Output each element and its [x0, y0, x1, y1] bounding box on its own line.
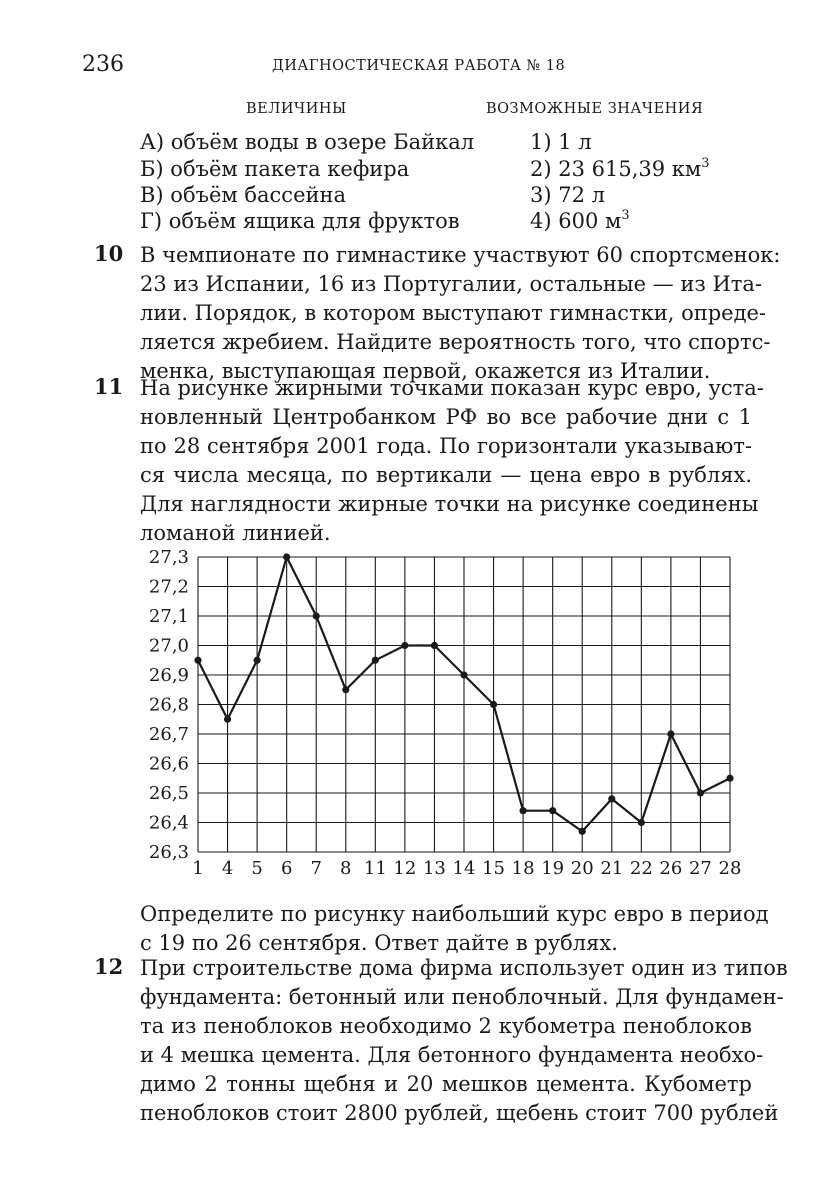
x-tick-label: 7	[310, 858, 322, 879]
task-11-question	[140, 900, 769, 958]
y-tick-label: 26,9	[148, 665, 189, 686]
data-point	[283, 553, 290, 560]
task-10-line: В чемпионате по гимнастике участвуют 60 спортсменок:	[140, 243, 781, 267]
value-2: 2) 23 615,39 $км^3$	[530, 156, 710, 181]
x-tick-label: 12	[393, 858, 417, 879]
task-11-line: ломаной линией.	[140, 521, 331, 545]
data-point	[667, 730, 674, 737]
x-tick-label: 22	[629, 858, 653, 879]
task-11-line: новленный Центробанком РФ во все рабочие дни с 1	[140, 405, 752, 429]
task-11-line: Для наглядности жирные точки на рисунке соединены	[140, 492, 759, 516]
x-tick-label: 14	[452, 858, 476, 879]
y-tick-label: 26,8	[148, 694, 189, 716]
y-tick-label: 26,4	[148, 812, 189, 834]
y-tick-label: 26,5	[148, 783, 189, 804]
task-12-line: фундамента: бетонный или пеноблочный. Для фундамен-	[140, 985, 784, 1009]
data-point	[342, 686, 349, 693]
task-12-line: и 4 мешка цемента. Для бетонного фундамента необхо-	[140, 1043, 764, 1067]
x-tick-label: 20	[570, 858, 594, 879]
task-11-question-line: Определите по рисунку наибольший курс евро в период	[140, 902, 769, 926]
task-11-line: На рисунке жирными точками показан курс евро, уста-	[140, 376, 764, 400]
data-point	[520, 807, 527, 814]
data-point	[313, 612, 320, 619]
data-point	[579, 828, 586, 835]
task-10-line: ляется жребием. Найдите вероятность того, что спортс-	[140, 330, 771, 354]
y-tick-labels	[149, 547, 189, 863]
task-number-10: 10	[94, 241, 124, 266]
y-tick-label: 27,0	[148, 635, 189, 657]
y-tick-label: 27,3	[148, 547, 189, 568]
quantity-c: В) объём бассейна	[140, 183, 347, 207]
column-header-values: ВОЗМОЖНЫЕ ЗНАЧЕНИЯ	[486, 101, 704, 117]
quantity-d: Г) объём ящика для фруктов	[140, 209, 460, 233]
data-point	[638, 819, 645, 826]
quantity-b: Б) объём пакета кефира	[140, 157, 410, 181]
task-10-line: менка, выступающая первой, окажется из Италии.	[140, 359, 711, 383]
task-10-line: 23 из Испании, 16 из Португалии, остальные — из Ита-	[140, 272, 763, 296]
task-12-line: та из пеноблоков необходимо 2 кубометра пеноблоков	[140, 1014, 752, 1038]
data-point	[608, 795, 615, 802]
running-title: ДИАГНОСТИЧЕСКАЯ РАБОТА № 18	[272, 58, 566, 74]
task-12-line: димо 2 тонны щебня и 20 мешков цемента. Кубометр	[140, 1072, 752, 1096]
task-11-line: по 28 сентября 2001 года. По горизонтали указывают-	[140, 434, 752, 458]
x-tick-label: 11	[363, 858, 387, 879]
x-tick-label: 21	[600, 858, 624, 879]
x-tick-label: 18	[511, 858, 535, 879]
x-tick-label: 8	[340, 858, 352, 879]
task-11-line: ся числа месяца, по вертикали — цена евро в рублях.	[140, 463, 752, 487]
task-11-question-line: с 19 по 26 сентября. Ответ дайте в рублях.	[140, 931, 618, 955]
data-point	[194, 657, 201, 664]
data-point	[490, 701, 497, 708]
data-point	[254, 657, 261, 664]
data-point	[697, 789, 704, 796]
column-header-quantities: ВЕЛИЧИНЫ	[246, 101, 347, 117]
value-3: 3) 72 л	[530, 183, 605, 207]
x-tick-label: 13	[422, 858, 446, 879]
x-tick-label: 1	[192, 858, 204, 879]
task-number-12: 12	[94, 954, 124, 979]
x-tick-label: 6	[280, 858, 293, 879]
x-tick-label: 5	[251, 858, 263, 879]
page-number: 236	[82, 52, 124, 77]
data-point	[224, 716, 231, 723]
task-12-line: пеноблоков стоит 2800 рублей, щебень стоит 700 рублей	[140, 1101, 779, 1125]
data-point	[401, 642, 408, 649]
y-tick-label: 26,7	[148, 724, 189, 745]
x-tick-label: 26	[659, 858, 683, 879]
value-1: 1) 1 л	[530, 130, 592, 154]
task-number-11: 11	[94, 374, 124, 399]
x-tick-label: 15	[482, 858, 506, 879]
data-point	[460, 671, 467, 678]
quantity-a: А) объём воды в озере Байкал	[140, 130, 475, 154]
value-4: 4) 600 $м^3$	[530, 208, 630, 233]
x-tick-label: 28	[718, 858, 742, 879]
y-tick-label: 26,3	[148, 842, 189, 863]
data-point	[549, 807, 556, 814]
x-tick-labels	[192, 858, 741, 879]
superscript-3: 3	[701, 156, 710, 171]
task-12-line: При строительстве дома фирма использует один из типов	[140, 956, 788, 980]
data-point	[726, 775, 733, 782]
task-12-text	[140, 954, 788, 1128]
data-point	[431, 642, 438, 649]
y-tick-label: 27,2	[148, 576, 189, 598]
x-tick-label: 19	[541, 858, 565, 879]
y-tick-label: 27,1	[148, 606, 189, 627]
data-point	[372, 657, 379, 664]
chart-grid	[198, 557, 730, 852]
x-tick-label: 4	[221, 858, 234, 879]
x-tick-label: 27	[688, 858, 712, 879]
y-tick-label: 26,6	[148, 753, 189, 775]
superscript-3: 3	[621, 208, 630, 223]
task-10-line: лии. Порядок, в котором выступают гимнастки, опреде-	[140, 301, 767, 325]
